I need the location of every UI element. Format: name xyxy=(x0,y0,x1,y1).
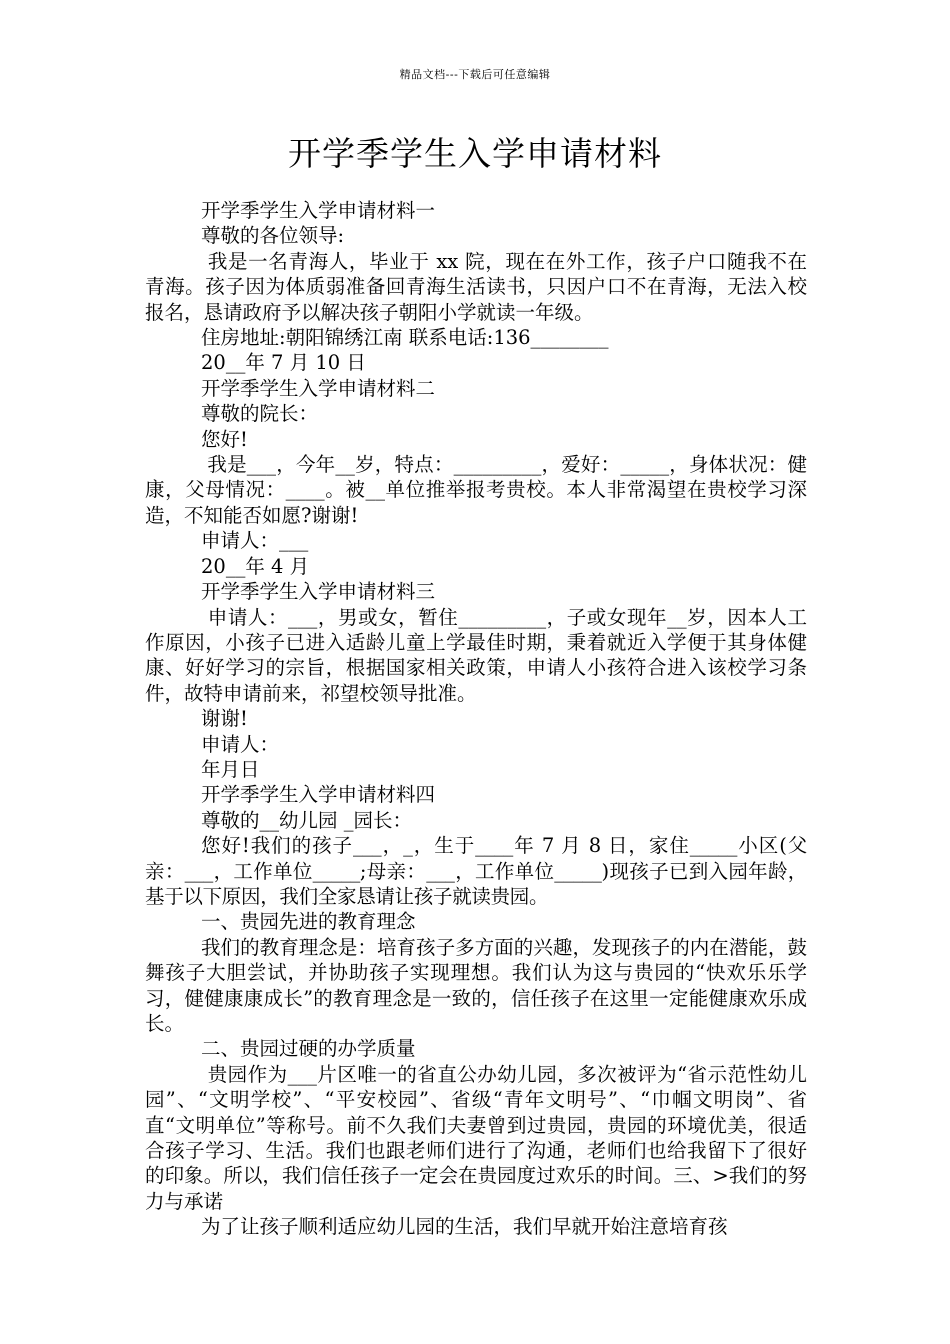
salutation: 尊敬的__幼儿园 _园长： xyxy=(201,808,412,832)
paragraph: 我是一名青海人，毕业于 xx 院，现在在外工作，孩子户口随我不在青海。孩子因为体质弱准备回青海生活读书，只因户口不在青海，无法入校报名，恳请政府予以解决孩子朝阳小学就读一年级。 xyxy=(145,249,807,324)
subheading: 二、贵园过硬的办学质量 xyxy=(201,1037,416,1061)
paragraph: 您好!我们的孩子___，_，生于____年 7 月 8 日，家住_____小区(父亲：___，工作单位_____;母亲：___，工作单位_____)现孩子已到入园年龄，基于以下原因，我们全家恳请让孩子就读贵园。 xyxy=(145,834,807,908)
date-line: 20__年 7 月 10 日 xyxy=(201,351,366,375)
salutation: 尊敬的各位领导: xyxy=(201,224,345,248)
section-heading-4: 开学季学生入学申请材料四 xyxy=(201,783,436,807)
date-line: 20__年 4 月 xyxy=(201,554,310,578)
date-line: 年月日 xyxy=(201,757,260,781)
paragraph: 我们的教育理念是：培育孩子多方面的兴趣，发现孩子的内在潜能，鼓舞孩子大胆尝试，并协助孩子实现理想。我们认为这与贵园的“快欢乐乐学习，健健康康成长”的教育理念是一致的，信任孩子在这里一定能健康欢乐成长。 xyxy=(145,935,807,1035)
paragraph: 贵园作为___片区唯一的省直公办幼儿园，多次被评为“省示范性幼儿园”、“文明学校”、“平安校园”、省级“青年文明号”、“巾帼文明岗”、省直“文明单位”等称号。前不久我们夫妻曾到过贵园，贵园的环境优美，很适合孩子学习、生活。我们也跟老师们进行了沟通，老师们也给我留下了很好的印象。所以，我们信任孩子一定会在贵园度过欢乐的时间。三、>我们的努力与承诺 xyxy=(145,1062,807,1213)
section-heading-3: 开学季学生入学申请材料三 xyxy=(201,580,436,604)
document-title: 开学季学生入学申请材料 xyxy=(288,134,662,173)
contact-line: 住房地址:朝阳锦绣江南 联系电话:136________ xyxy=(201,326,609,350)
subheading: 一、贵园先进的教育理念 xyxy=(201,910,416,934)
paragraph: 为了让孩子顺利适应幼儿园的生活，我们早就开始注意培育孩 xyxy=(201,1215,728,1239)
salutation: 尊敬的院长： xyxy=(201,402,319,426)
page-header: 精品文档---下载后可任意编辑 xyxy=(399,68,551,81)
document-body xyxy=(145,198,807,1240)
paragraph: 申请人：___，男或女，暂住_________，子或女现年__岁，因本人工作原因，小孩子已进入适龄儿童上学最佳时期，秉着就近入学便于其身体健康、好好学习的宗旨，根据国家相关政策，申请人小孩符合进入该校学习条件，故特申请前来，祁望校领导批准。 xyxy=(145,605,807,705)
signature-line: 申请人：___ xyxy=(201,529,309,553)
thanks-line: 谢谢! xyxy=(201,707,248,731)
signature-line: 申请人： xyxy=(201,732,280,756)
greeting: 您好! xyxy=(201,427,248,451)
paragraph: 我是___，今年__岁，特点：_________，爱好：_____，身体状况：健康，父母情况：____。被__单位推举报考贵校。本人非常渴望在贵校学习深造，不知能否如愿?谢谢! xyxy=(145,453,807,527)
section-heading-1: 开学季学生入学申请材料一 xyxy=(201,199,436,222)
section-heading-2: 开学季学生入学申请材料二 xyxy=(201,376,436,400)
